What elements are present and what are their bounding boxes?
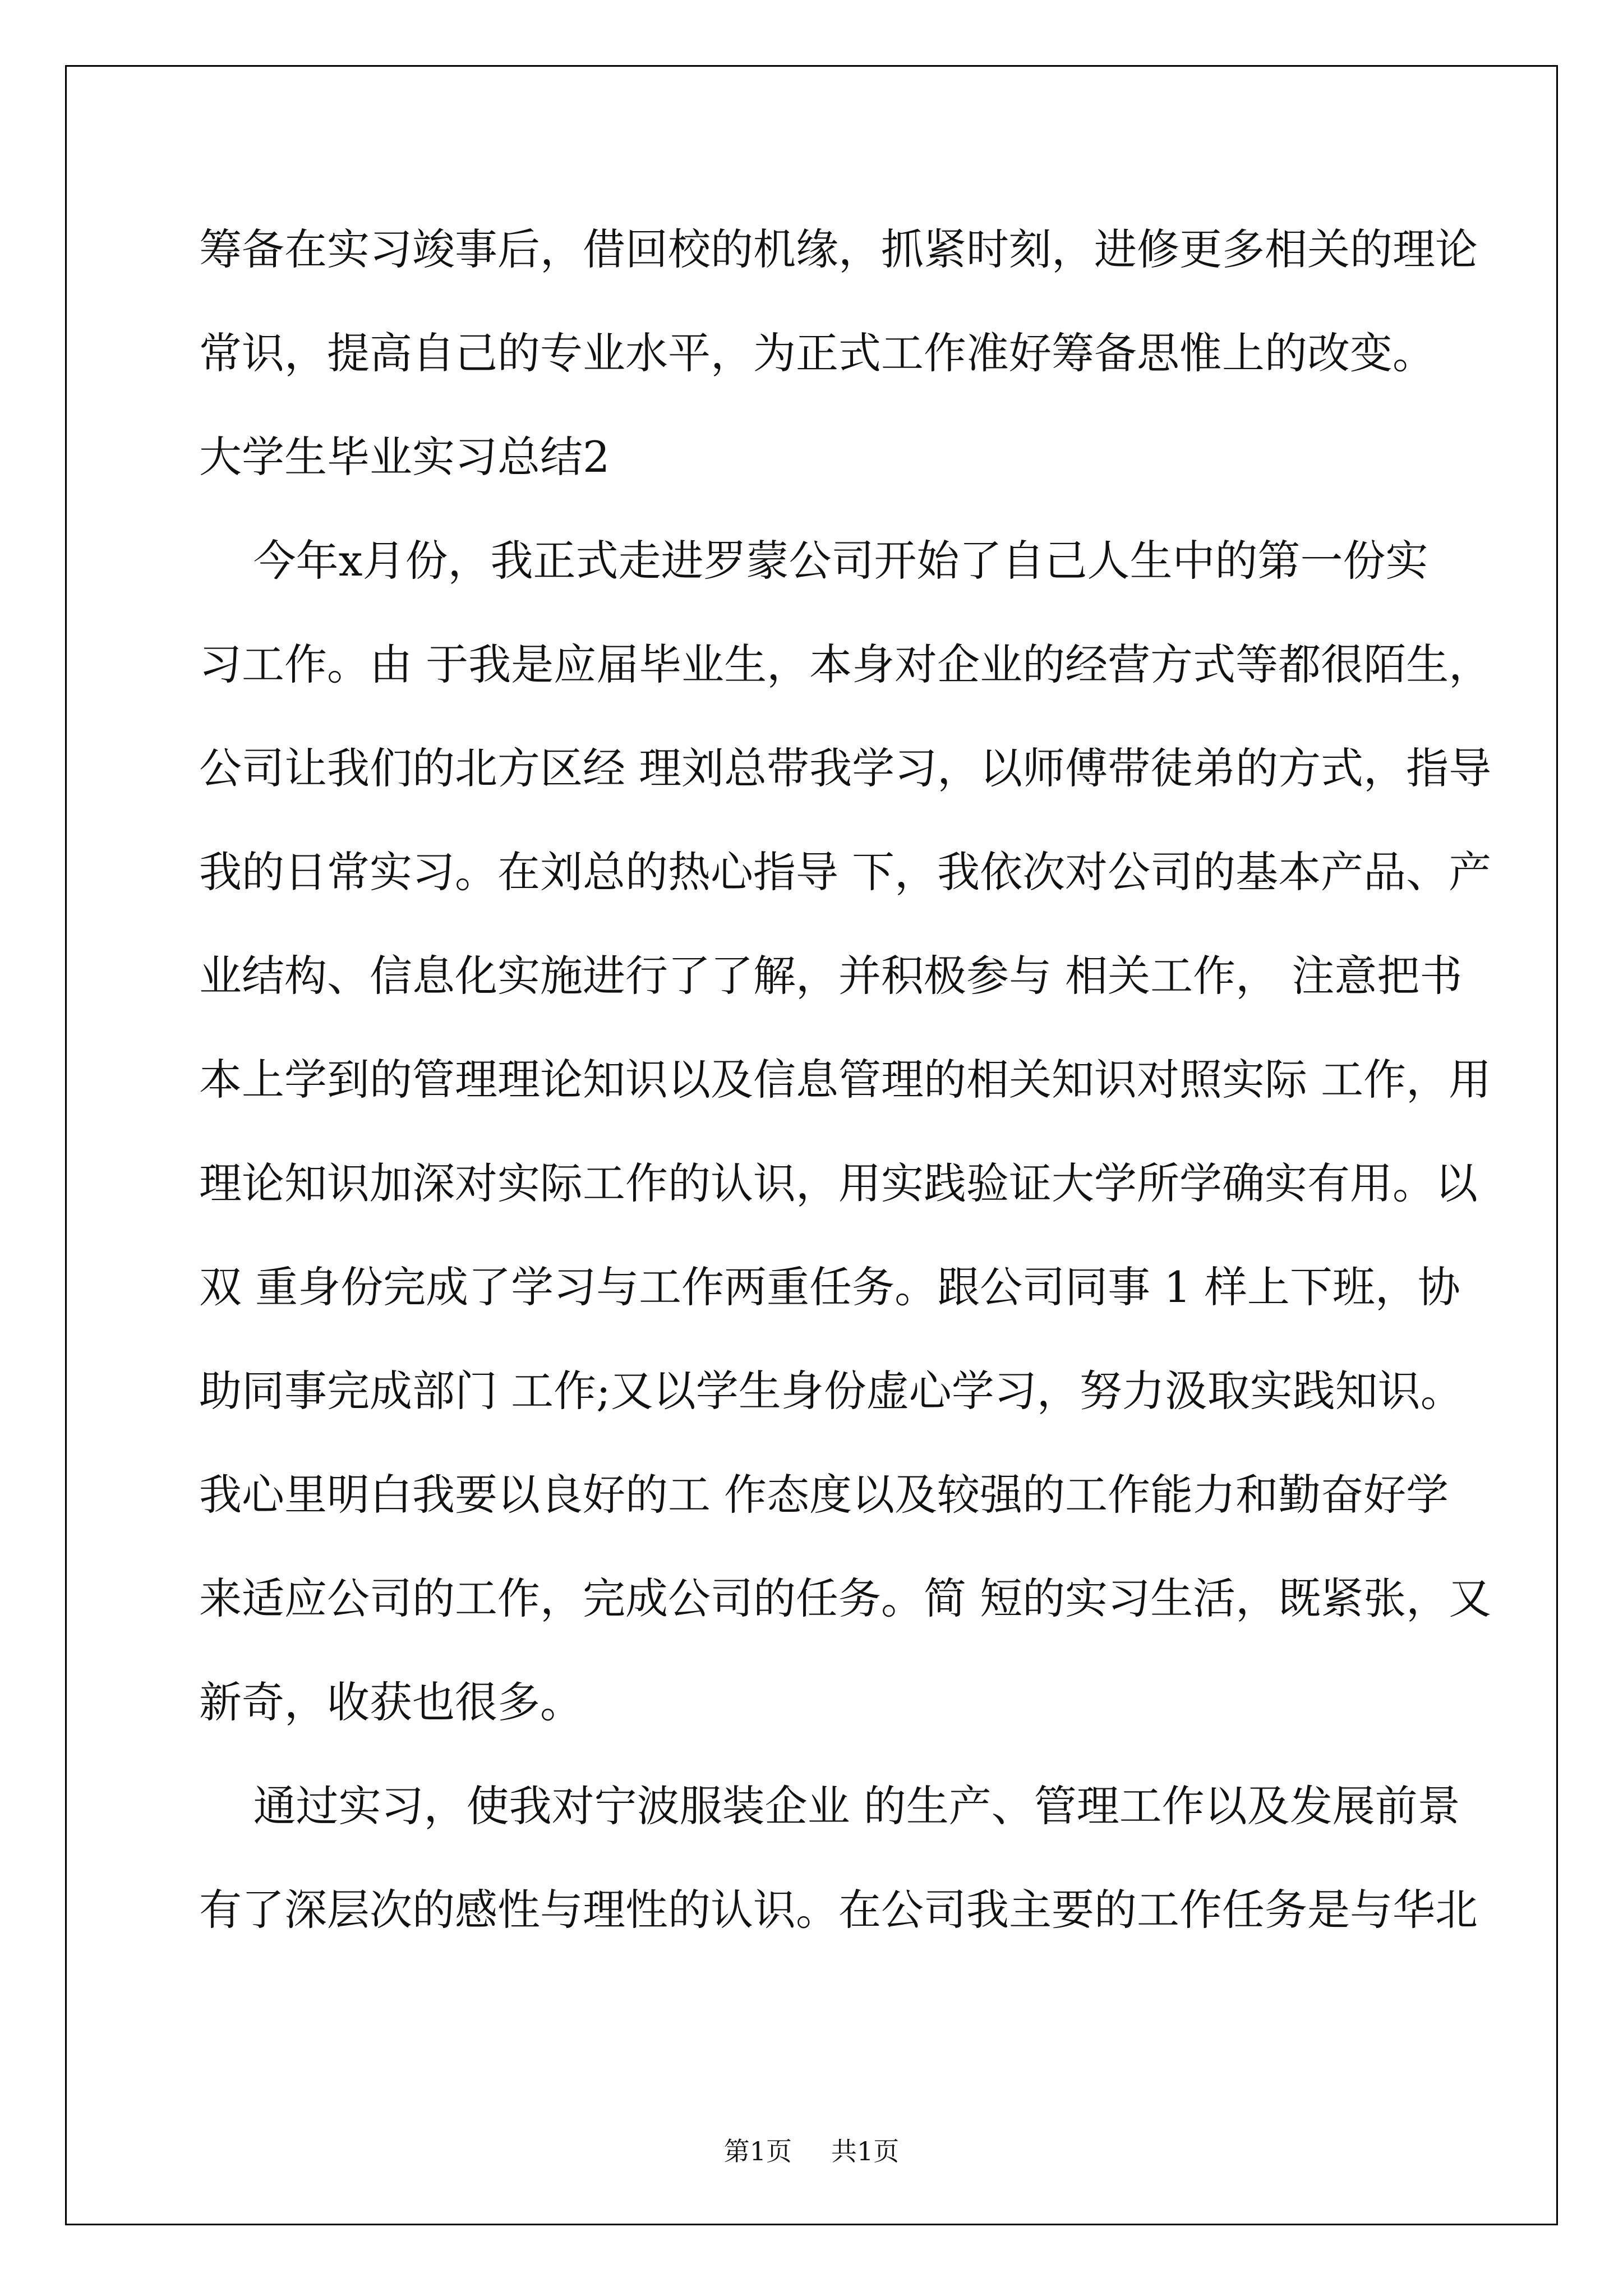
text-line-8: 业结构、信息化实施进行了了解，并积极参与 相关工作， 注意把书 [199,951,1463,1001]
page-footer [0,2134,1623,2168]
text-line-2: 常识，提高自己的专业水平，为正式工作准好筹备思惟上的改变。 [199,328,1435,378]
text-line-5: 习工作。由 于我是应届毕业生，本身对企业的经营方式等都很陌生， [199,639,1492,689]
page-total: 共1页 [831,2136,900,2166]
text-line-4: 今年x月份，我正式走进罗蒙公司开始了自己人生中的第一份实 [199,536,1428,586]
text-line-11: 双 重身份完成了学习与工作两重任务。跟公司同事 1 样上下班，协 [199,1262,1460,1312]
text-line-12: 助同事完成部门 工作;又以学生身份虚心学习，努力汲取实践知识。 [199,1366,1463,1416]
section-heading: 大学生毕业实习总结2 [199,432,610,482]
text-line-14: 来适应公司的工作，完成公司的任务。简 短的实习生活，既紧张，又 [199,1573,1492,1623]
text-line-10: 理论知识加深对实际工作的认识，用实践验证大学所学确实有用。以 [199,1158,1478,1208]
text-line-1: 筹备在实习竣事后，借回校的机缘，抓紧时刻，进修更多相关的理论 [199,224,1478,274]
page-number: 第1页 [723,2136,792,2166]
text-line-7: 我的日常实习。在刘总的热心指导 下，我依次对公司的基本产品、产 [199,847,1492,897]
text-line-15: 新奇，收获也很多。 [199,1677,583,1727]
text-line-9: 本上学到的管理理论知识以及信息管理的相关知识对照实际 工作，用 [199,1055,1492,1105]
text-line-17: 有了深层次的感性与理性的认识。在公司我主要的工作任务是与华北 [199,1885,1478,1935]
text-line-13: 我心里明白我要以良好的工 作态度以及较强的工作能力和勤奋好学 [199,1470,1449,1520]
text-line-16: 通过实习，使我对宁波服装企业 的生产、管理工作以及发展前景 [199,1781,1460,1831]
text-line-6: 公司让我们的北方区经 理刘总带我学习，以师傅带徒弟的方式，指导 [199,743,1492,793]
